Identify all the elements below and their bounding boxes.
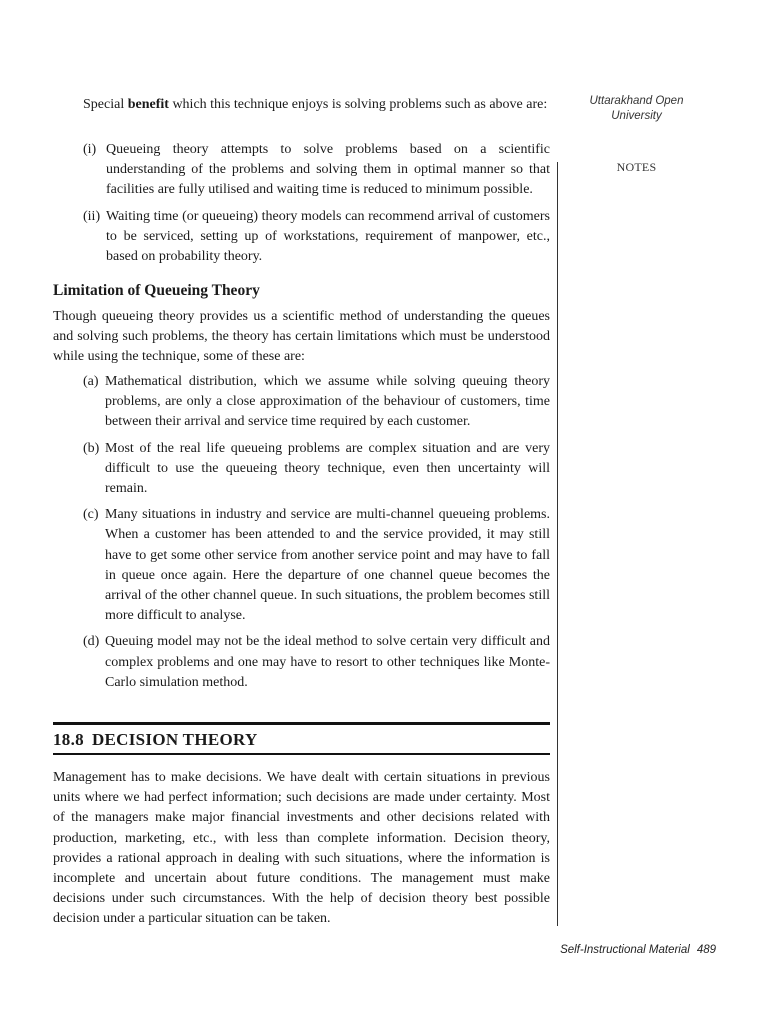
footer-label: Self-Instructional Material: [560, 944, 690, 956]
list-item-text: Most of the real life queueing problems are complex situation and are very difficult to use the queueing theory technique, even then uncertainty will remain.: [105, 440, 550, 497]
section-rule-bottom: [53, 753, 550, 755]
list-item-text: Many situations in industry and service are multi-channel queueing problems. When a customer has been attended to and the service provided, it may still have to get some other service from another service point and may have to fall in queue once again. Here the departure of one channel queue becomes the arrival of the other channel queue. In such situations, the problem becomes still more difficult to analyse.: [105, 507, 550, 624]
intro-rest: which this technique enjoys is solving problems such as above are:: [168, 97, 548, 112]
list-marker: (d): [83, 634, 100, 650]
section-title: DECISION THEORY: [91, 730, 258, 749]
section-heading: [53, 729, 258, 751]
list-item: [83, 372, 550, 433]
intro-bold: benefit: [127, 97, 169, 112]
list-item-text: Queueing theory attempts to solve problems based on a scientific understanding of the problems and solving them in optimal manner so that facilities are fully utilised and waiting time is reduced to minimum possible.: [106, 142, 550, 198]
list-item: [83, 207, 550, 268]
list-item-text: Mathematical distribution, which we assume while solving queuing theory problems, are only a close approximation of the behaviour of customers, time between their arrival and service time required by each customer.: [105, 374, 550, 430]
margin-divider: [557, 162, 558, 926]
intro-paragraph: [83, 95, 550, 115]
list-item: [83, 505, 550, 626]
margin-notes-label: NOTES: [616, 160, 657, 174]
list-item: [83, 439, 550, 500]
page-number: 489: [696, 944, 716, 956]
list-marker: (c): [83, 507, 99, 523]
limitations-list: [83, 372, 550, 699]
list-marker: (i): [83, 142, 97, 157]
limitation-paragraph: Though queueing theory provides us a scientific method of understanding the queues and solving such problems, the theory has certain limitations which must be understood while using the technique, some of these are:: [53, 309, 550, 365]
list-marker: (a): [83, 374, 99, 389]
list-item: [83, 632, 550, 693]
section-rule-top: [53, 722, 550, 725]
list-marker: (ii): [83, 208, 101, 224]
list-item-text: Waiting time (or queueing) theory models can recommend arrival of customers to be serviced, setting up of workstations, requirement of manpower, etc., based on probability theory.: [106, 208, 550, 265]
list-item: [83, 140, 550, 201]
page-footer: [560, 944, 716, 956]
intro-lead: Special: [83, 97, 128, 112]
section-number: 18.8: [53, 730, 84, 749]
margin-university-label: Uttarakhand Open University: [589, 95, 684, 122]
list-item-text: Queuing model may not be the ideal method to solve certain very difficult and complex problems and one may have to resort to other techniques like Monte-Carlo simulation method.: [105, 634, 550, 690]
list-marker: (b): [83, 440, 100, 456]
limitation-heading: Limitation of Queueing Theory: [53, 282, 260, 299]
decision-paragraph: Management has to make decisions. We have dealt with certain situations in previous units where we had perfect information; such decisions are made under certainty. Most of the managers make major financial investments and other decisions related with production, marketing, etc., with less than complete information. Decision theory, provides a rational approach in dealing with such situations, where the information is incomplete and uncertain about future conditions. The management must make decisions under such circumstances. With the help of decision theory best possible decision under a particular situation can be taken.: [53, 770, 550, 927]
benefits-list: [83, 140, 550, 273]
